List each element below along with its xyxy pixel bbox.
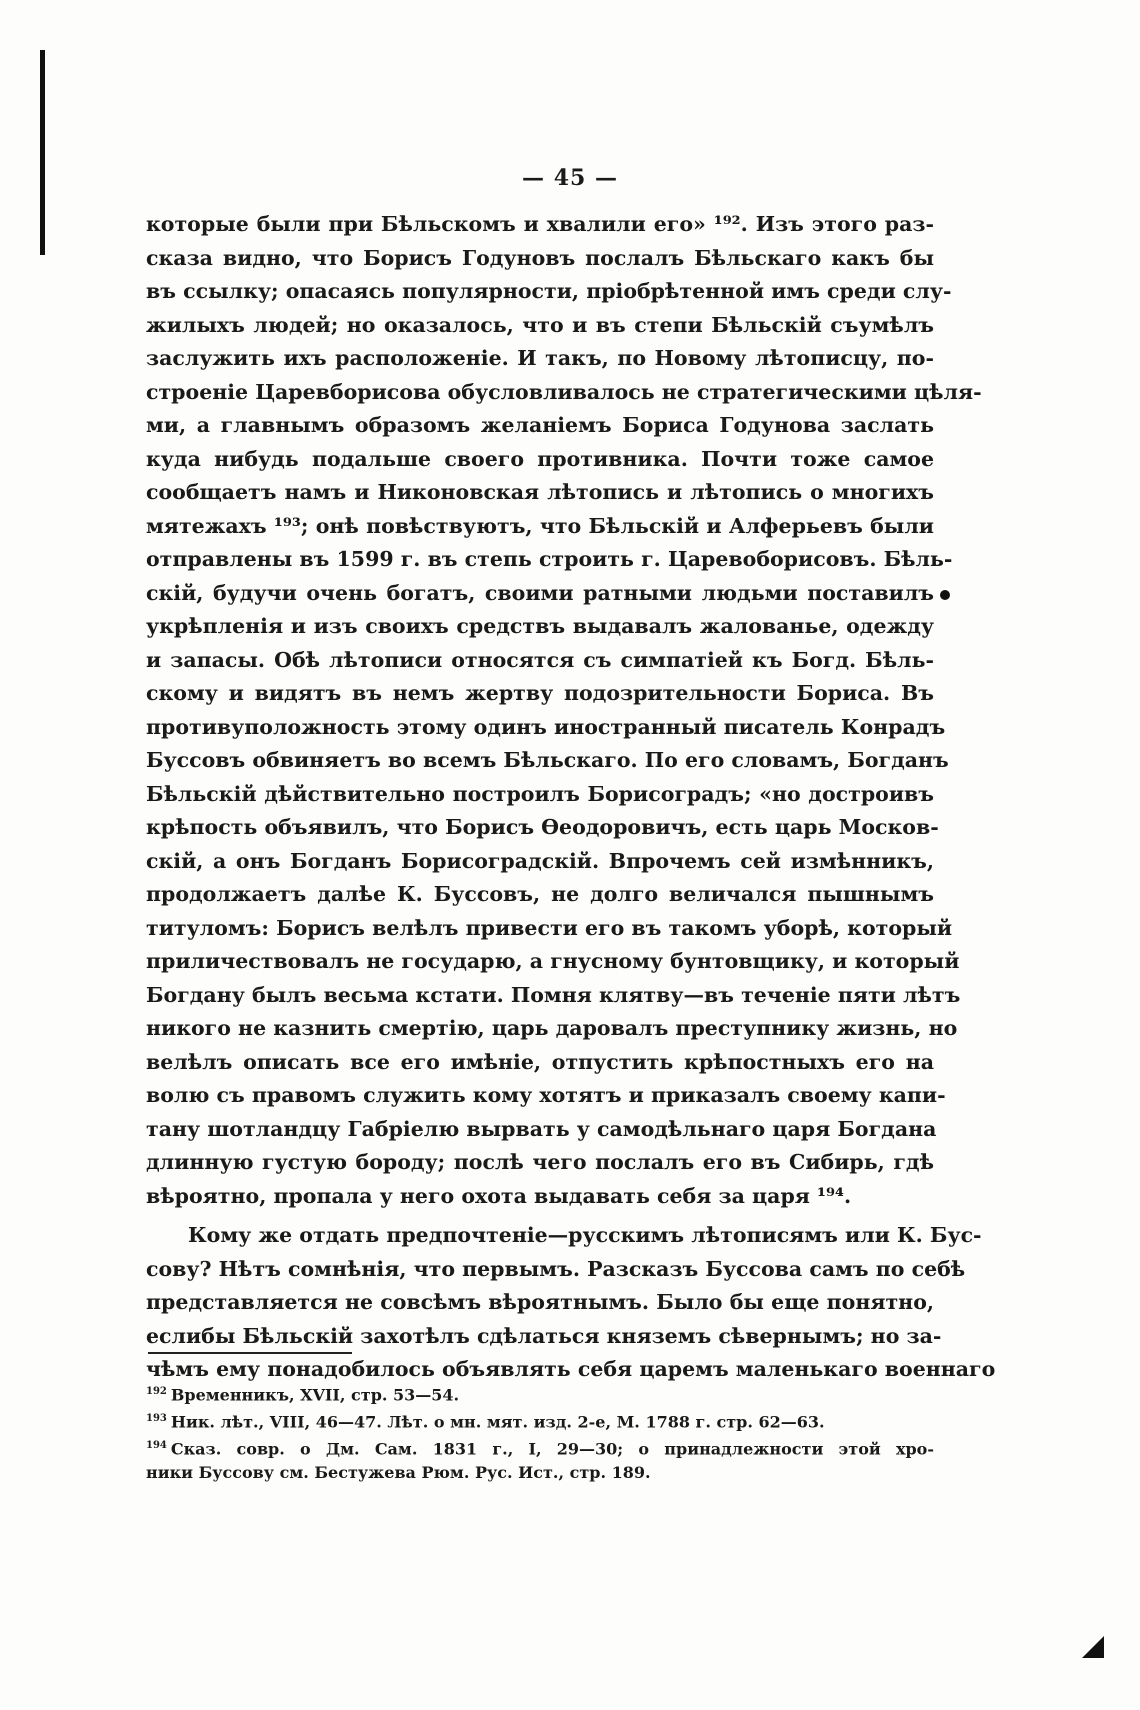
text-line: въ ссылку; опасаясь популярности, пріобрѣтенной имъ среди слу- [146, 279, 952, 303]
text-line: представляется не совсѣмъ вѣроятнымъ. Было бы еще понятно, [146, 1290, 934, 1314]
text-line: Буссовъ обвиняетъ во всемъ Бѣльскаго. По его словамъ, Богданъ [146, 748, 949, 772]
page-number: — 45 — [522, 165, 618, 191]
text-line: продолжаетъ далѣе К. Буссовъ, не долго величался пышнымъ [146, 882, 934, 906]
text-line: крѣпость объявилъ, что Борисъ Ѳеодоровичъ, есть царь Москов- [146, 815, 939, 839]
footnote-continuation [146, 1459, 934, 1486]
text-line: куда нибудь подальше своего противника. Почти тоже самое [146, 446, 934, 471]
text-line: сову? Нѣтъ сомнѣнія, что первымъ. Разсказъ Буссова самъ по себѣ [146, 1256, 966, 1281]
text-line: скій, а онъ Богданъ Борисоградскій. Впрочемъ сей измѣнникъ, [146, 848, 934, 873]
footnote-separator [148, 1352, 352, 1354]
text-line: волю съ правомъ служить кому хотятъ и приказалъ своему капи- [146, 1083, 946, 1107]
footnote-number: 193 [146, 1413, 167, 1424]
text-line: ми, а главнымъ образомъ желаніемъ Бориса Годунова заслать [146, 413, 934, 437]
text-line: титуломъ: Борисъ велѣлъ привести его въ такомъ уборѣ, который [146, 915, 953, 940]
paragraph-start-line: Кому же отдать предпочтеніе—русскимъ лѣтописямъ или К. Бус- [188, 1223, 982, 1247]
text-line: тану шотландцу Габріелю вырвать у самодѣльнаго царя Богдана [146, 1116, 937, 1141]
text-line: Богдану былъ весьма кстати. Помня клятву—въ теченіе пяти лѣтъ [146, 982, 961, 1007]
text-line: скому и видятъ въ немъ жертву подозрительности Бориса. Въ [146, 681, 934, 705]
text-line: приличествовалъ не государю, а гнусному бунтовщику, и который [146, 949, 960, 973]
footnote [146, 1405, 934, 1432]
text-line: никого не казнить смертію, царь даровалъ преступнику жизнь, но [146, 1016, 958, 1040]
text-line: Бѣльскій дѣйствительно построилъ Борисоградъ; «но достроивъ [146, 781, 934, 806]
footnote [146, 1378, 934, 1405]
text-line: которые были при Бѣльскомъ и хвалили его» ¹⁹². Изъ этого раз- [146, 212, 934, 236]
main-text [146, 208, 996, 1387]
text-line: и запасы. Обѣ лѣтописи относятся съ симпатіей къ Богд. Бѣль- [146, 647, 934, 672]
footnote-text: ники Буссову см. Бестужева Рюм. Рус. Ист., стр. 189. [146, 1463, 651, 1482]
page-binding-edge [40, 50, 45, 255]
text-line: велѣлъ описать все его имѣніе, отпустить крѣпостныхъ его на [146, 1049, 934, 1074]
corner-triangle-mark [1082, 1636, 1104, 1658]
text-line: еслибы Бѣльскій захотѣлъ сдѣлаться княземъ сѣвернымъ; но за- [146, 1323, 942, 1348]
text-line: вѣроятно, пропала у него охота выдавать себя за царя ¹⁹⁴. [146, 1183, 852, 1208]
footnote [146, 1432, 934, 1459]
margin-ink-dot [940, 590, 950, 600]
footnote-text: Временникъ, XVII, стр. 53—54. [170, 1385, 460, 1405]
footnote-number: 192 [146, 1386, 167, 1397]
text-line: противуположность этому одинъ иностранный писатель Конрадъ [146, 714, 946, 739]
footnote-number: 194 [146, 1440, 167, 1451]
footnote-text: Сказ. совр. о Дм. Сам. 1831 г., I, 29—30; о принадлежности этой хро- [170, 1439, 934, 1459]
text-line: длинную густую бороду; послѣ чего послалъ его въ Сибирь, гдѣ [146, 1150, 934, 1174]
footnotes [146, 1378, 934, 1486]
text-line: укрѣпленія и изъ своихъ средствъ выдавалъ жалованье, одежду [146, 614, 934, 638]
text-line: чѣмъ ему понадобилось объявлять себя царемъ маленькаго военнаго [146, 1357, 996, 1381]
text-line: мятежахъ ¹⁹³; онѣ повѣствуютъ, что Бѣльскій и Алферьевъ были [146, 513, 934, 538]
text-line: сказа видно, что Борисъ Годуновъ послалъ Бѣльскаго какъ бы [146, 245, 934, 270]
footnote-text: Ник. лѣт., VIII, 46—47. Лѣт. о мн. мят. изд. 2-е, М. 1788 г. стр. 62—63. [170, 1412, 825, 1432]
text-line: сообщаетъ намъ и Никоновская лѣтопись и лѣтопись о многихъ [146, 480, 934, 504]
text-line: отправлены въ 1599 г. въ степь строить г. Царевоборисовъ. Бѣль- [146, 547, 953, 571]
text-line: скій, будучи очень богатъ, своими ратными людьми поставилъ [146, 580, 934, 605]
text-line: заслужить ихъ расположеніе. И такъ, по Новому лѣтописцу, по- [146, 346, 934, 370]
text-line: строеніе Царевборисова обусловливалось не стратегическими цѣля- [146, 379, 982, 404]
text-line: жилыхъ людей; но оказалось, что и въ степи Бѣльскій съумѣлъ [146, 312, 934, 337]
